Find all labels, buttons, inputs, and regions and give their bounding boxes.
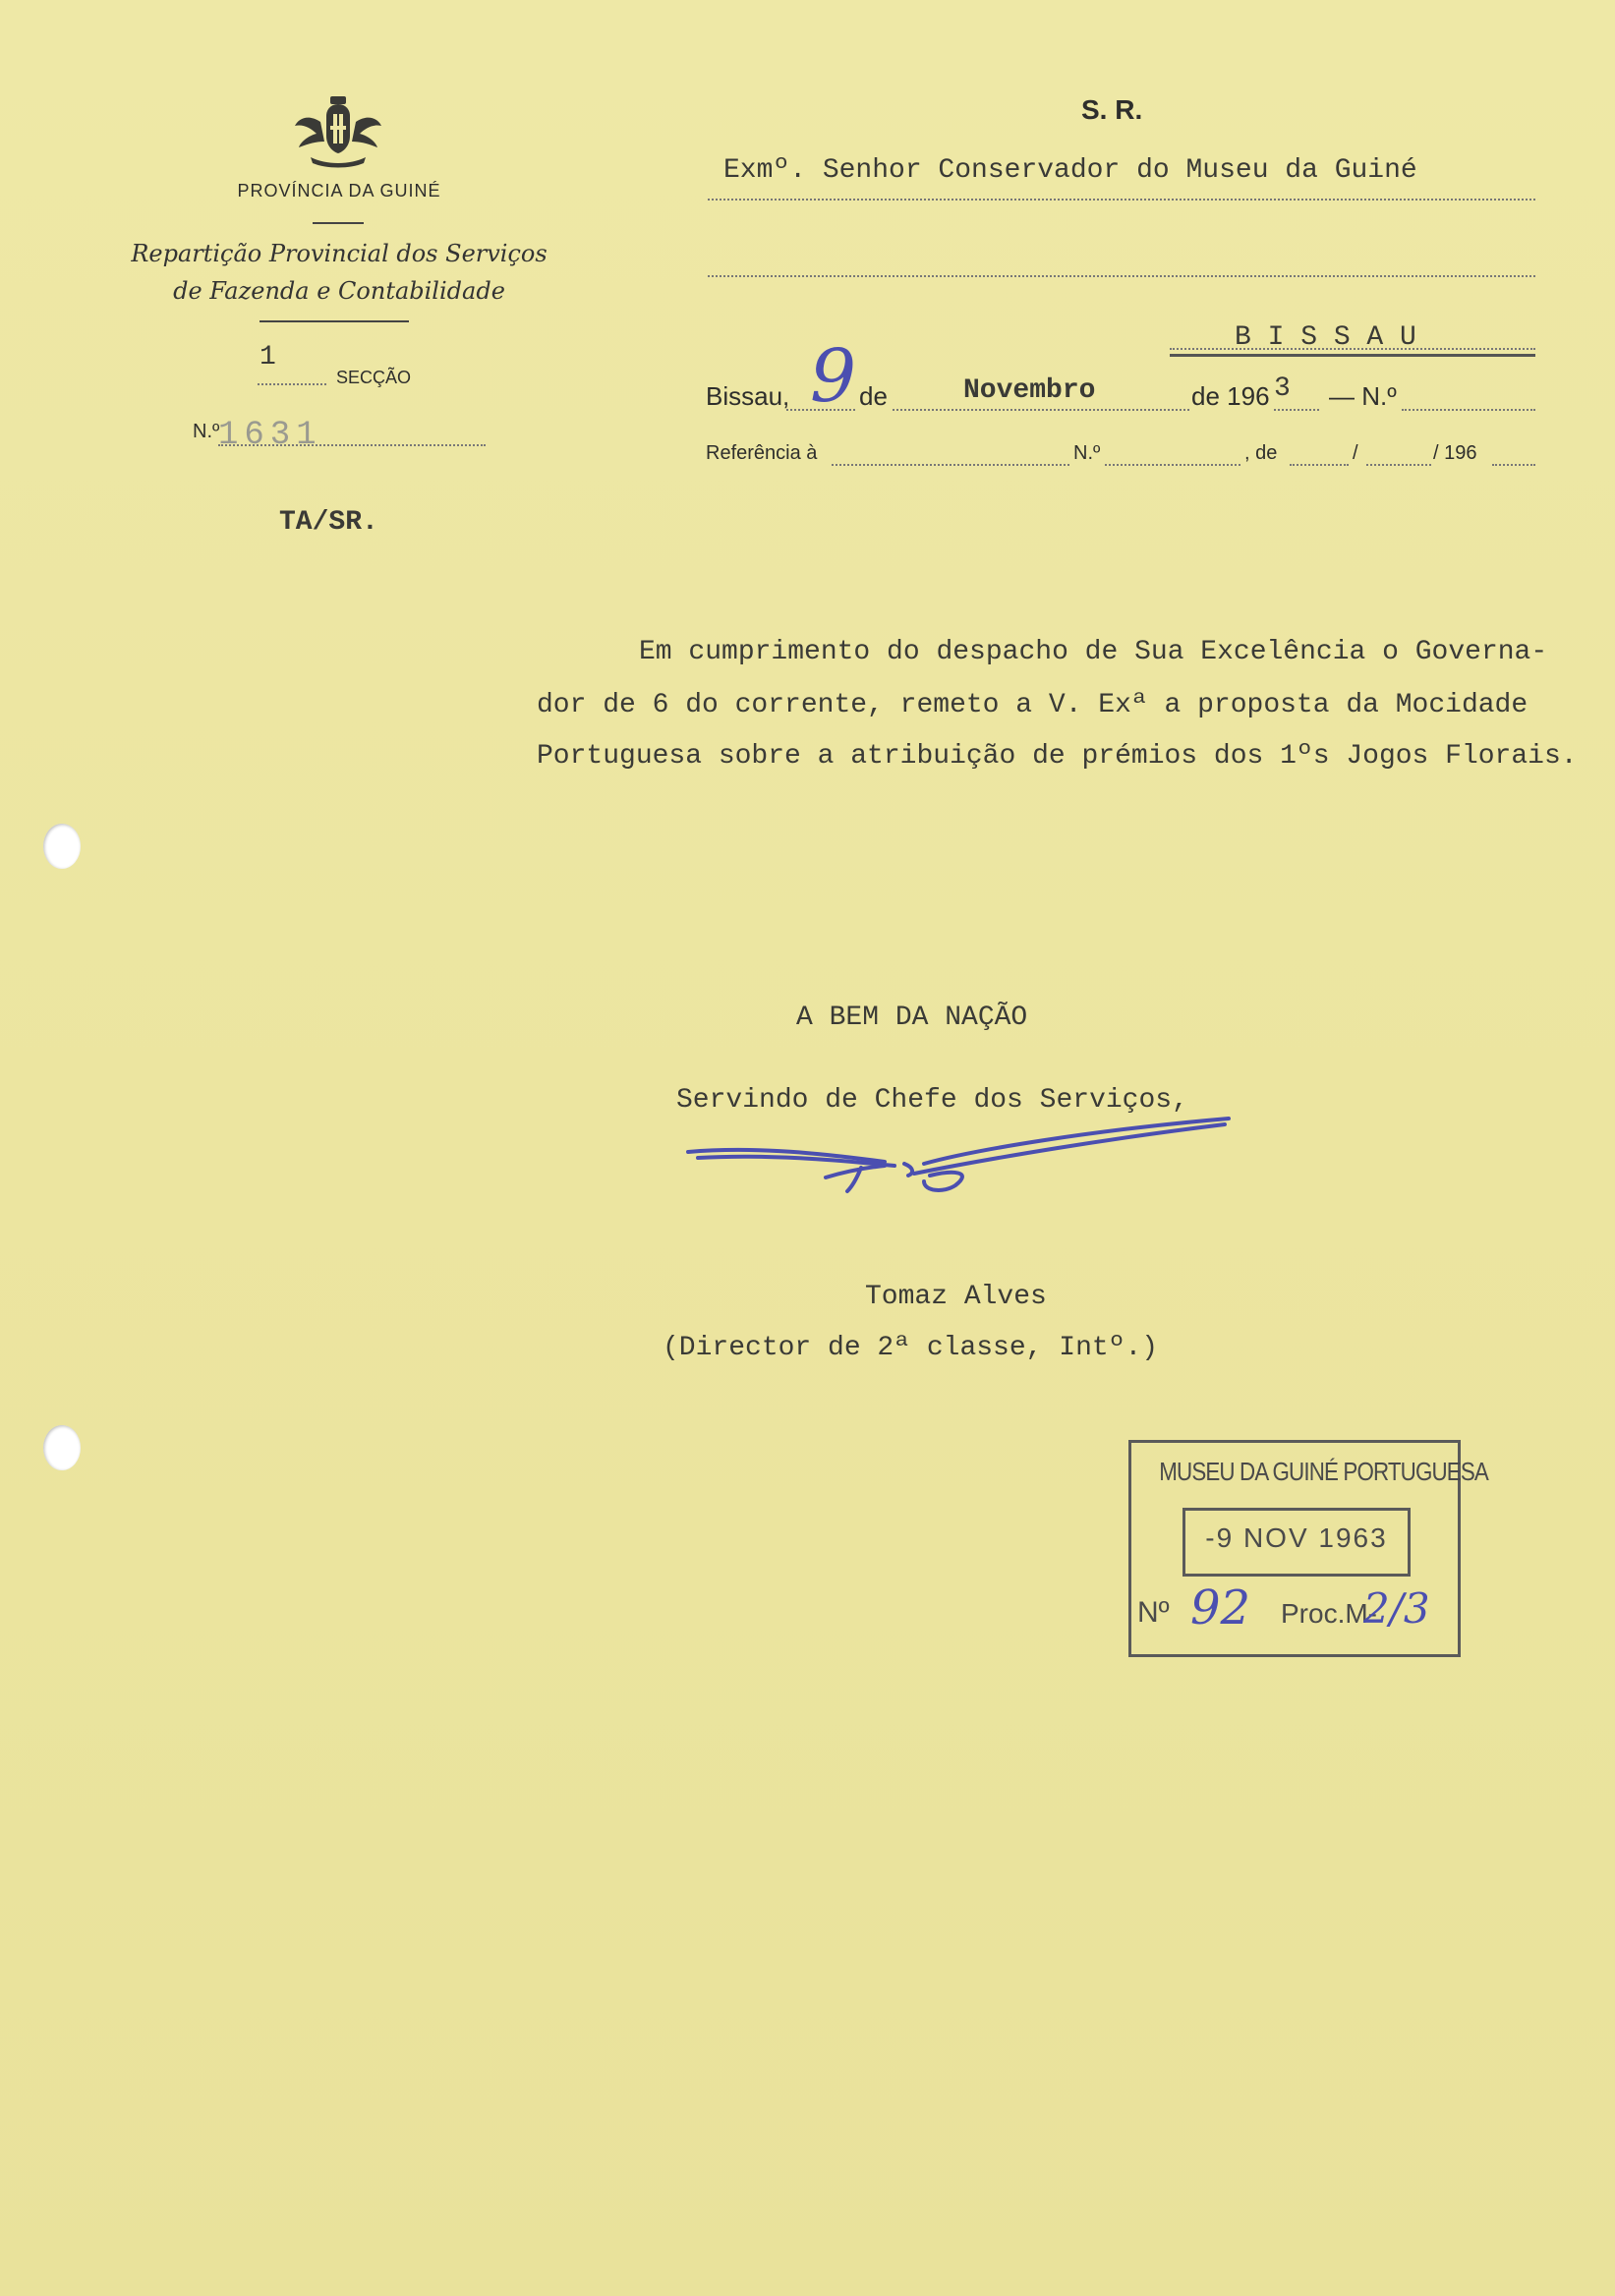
coat-of-arms-icon — [291, 96, 385, 173]
reference-field — [832, 448, 1069, 466]
museum-stamp — [1128, 1440, 1488, 1657]
divider — [313, 222, 364, 224]
punch-hole-bottom — [43, 1425, 81, 1470]
closing-role: Servindo de Chefe dos Serviços, — [676, 1085, 1188, 1116]
reference-month-field — [1366, 448, 1431, 466]
office-name-line1: Repartição Provincial dos Serviços — [131, 240, 548, 267]
divider — [260, 320, 409, 322]
date-number-label: — N.º — [1329, 381, 1397, 411]
closing-motto: A BEM DA NAÇÃO — [796, 1003, 1028, 1033]
date-place-label: Bissau, — [706, 381, 790, 411]
addressee-rule-1 — [708, 181, 1535, 201]
body-line-1: Em cumprimento do despacho de Sua Excelência o Governa- — [639, 637, 1548, 667]
reference-slash: / — [1353, 442, 1358, 464]
letter-number-value: 1631 — [218, 417, 322, 454]
city-rule — [1170, 338, 1535, 350]
stamp-proc-label: Proc.M- — [1281, 1598, 1377, 1629]
letter-number-label: N.º — [193, 421, 220, 442]
city-underline — [1170, 354, 1535, 357]
stamp-date-box — [1182, 1508, 1411, 1577]
section-number-field — [258, 368, 326, 385]
office-name-line2: de Fazenda e Contabilidade — [173, 277, 505, 305]
signatory-name: Tomaz Alves — [865, 1282, 1047, 1312]
date-month: Novembro — [963, 375, 1096, 406]
stamp-proc-value: 2/3 — [1363, 1584, 1430, 1633]
body-line-2: dor de 6 do corrente, remeto a V. Exª a proposta da Mocidade — [537, 690, 1528, 720]
body-line-3: Portuguesa sobre a atribuição de prémios dos 1ºs Jogos Florais. — [537, 741, 1578, 772]
province-name: PROVÍNCIA DA GUINÉ — [237, 181, 441, 201]
initials: TA/SR. — [279, 507, 378, 538]
letter-number-field — [218, 427, 486, 446]
date-day: 9 — [810, 334, 857, 419]
reference-year-field — [1492, 448, 1535, 466]
stamp-number-value: 92 — [1190, 1580, 1251, 1636]
reference-number-label: N.º — [1073, 442, 1101, 464]
stamp-number-label: Nº — [1137, 1596, 1170, 1629]
date-day-field — [786, 393, 855, 411]
signatory-title: (Director de 2ª classe, Intº.) — [663, 1333, 1159, 1363]
stamp-date: -9 NOV 1963 — [1205, 1522, 1388, 1553]
date-year-label: de 196 — [1191, 381, 1270, 411]
addressee-rule-2 — [708, 258, 1535, 277]
section-number: 1 — [260, 342, 276, 373]
stamp-header: MUSEU DA GUINÉ PORTUGUESA — [1159, 1457, 1488, 1486]
punch-hole-top — [43, 824, 81, 869]
date-month-field — [893, 393, 1189, 411]
addressee-city: B I S S A U — [1235, 322, 1416, 353]
reference-day-field — [1290, 448, 1349, 466]
addressee-line: Exmº. Senhor Conservador do Museu da Guiné — [723, 155, 1417, 186]
signature-image — [678, 1111, 1239, 1209]
heading-sr: S. R. — [1081, 94, 1143, 125]
date-year-field — [1274, 393, 1319, 411]
reference-number-field — [1105, 448, 1240, 466]
reference-date-label: , de — [1244, 442, 1278, 464]
date-de-label: de — [859, 381, 888, 411]
date-number-field — [1402, 393, 1535, 411]
date-year-digit: 3 — [1274, 373, 1291, 404]
section-label: SECÇÃO — [336, 368, 412, 387]
reference-year-label: / 196 — [1433, 442, 1477, 464]
reference-label: Referência à — [706, 442, 818, 464]
